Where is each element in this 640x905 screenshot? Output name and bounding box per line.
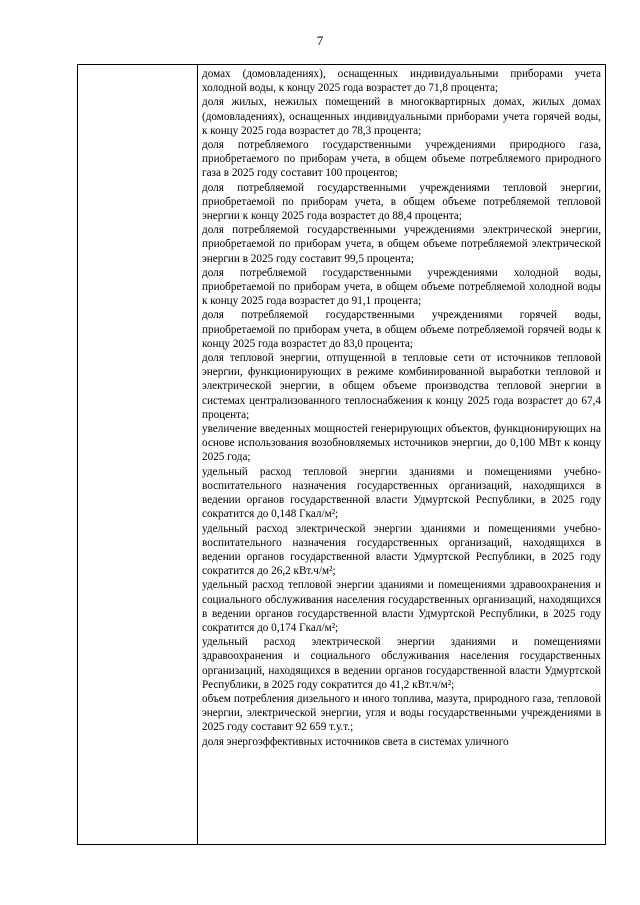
paragraph-fuel-consumption: объем потребления дизельного и иного топлива, мазута, природного газа, тепловой энергии, электрической энергии, угля и воды государственными учреждениями в 2025 году составит 92 659 т.у.т.; [202,692,601,734]
paragraph-cold-water-meters: домах (домовладениях), оснащенных индивидуальными приборами учета холодной воды, к концу 2025 года возрастет до 71,8 процента; [202,68,601,95]
paragraph-heat-energy: доля потребляемой государственными учреждениями тепловой энергии, приобретаемой по приборам учета, в общем объеме потребляемой тепловой энергии к концу 2025 года возрастет до 88,4 процента; [202,181,601,223]
paragraph-natural-gas: доля потребляемого государственными учреждениями природного газа, приобретаемого по приборам учета, в общем объеме потребляемого природного газа в 2025 году составит 100 процентов; [202,139,601,180]
paragraph-hot-water-meters: доля жилых, нежилых помещений в многоквартирных домах, жилых домах (домовладениях), оснащенных индивидуальными приборами учета горячей воды, к концу 2025 года возрастет до 78,3 процента; [202,96,601,137]
table-left-column [78,65,198,844]
page-number: 7 [316,33,324,48]
table-right-column [198,65,605,844]
paragraph-renewables: увеличение введенных мощностей генерирующих объектов, функционирующих на основе использования возобновляемых источников энергии, до 0,100 МВт к концу 2025 года; [202,423,601,464]
paragraph-education-heat: удельный расход тепловой энергии зданиями и помещениями учебно-воспитательного назначения государственных организаций, находящихся в ведении органов государственной власти Удмуртской Республики, в 2025 году сократится до 0,148 Гкал/м²; [202,465,601,521]
paragraph-health-heat: удельный расход тепловой энергии зданиями и помещениями здравоохранения и социального обслуживания населения государственных организаций, находящихся в ведении органов государственной власти Удмуртской Республики, в 2025 году сократится до 0,174 Гкал/м²; [202,579,601,634]
content-table [77,64,606,845]
paragraph-cold-water: доля потребляемой государственными учреждениями холодной воды, приобретаемой по приборам учета, в общем объеме потребляемой холодной воды к концу 2025 года возрастет до 91,1 процента; [202,266,601,308]
paragraph-education-electric: удельный расход электрической энергии зданиями и помещениями учебно-воспитательного назначения государственных организаций, находящихся в ведении органов государственной власти Удмуртской Республики, в 2025 году сократится до 26,2 кВт.ч/м²; [202,522,601,578]
paragraph-electric-energy: доля потребляемой государственными учреждениями электрической энергии, приобретаемой по приборам учета, в общем объеме потребляемой электрической энергии в 2025 году составит 99,5 процента; [202,224,601,265]
paragraph-hot-water: доля потребляемой государственными учреждениями горячей воды, приобретаемой по приборам учета, в общем объеме потребляемой горячей воды к концу 2025 года возрастет до 83,0 процента; [202,309,601,350]
paragraph-cogeneration: доля тепловой энергии, отпущенной в тепловые сети от источников тепловой энергии, функционирующих в режиме комбинированной выработки тепловой и электрической энергии, в общем объеме производства тепловой энергии в системах централизованного теплоснабжения к концу 2025 года возрастет до 67,4 процента; [202,352,601,421]
paragraph-health-electric: удельный расход электрической энергии зданиями и помещениями здравоохранения и социального обслуживания населения государственных организаций, находящихся в ведении органов государственной власти Удмуртской Республики, в 2025 году сократится до 41,2 кВт.ч/м²; [202,636,601,691]
paragraph-street-lighting: доля энергоэффективных источников света в системах уличного [202,735,509,748]
